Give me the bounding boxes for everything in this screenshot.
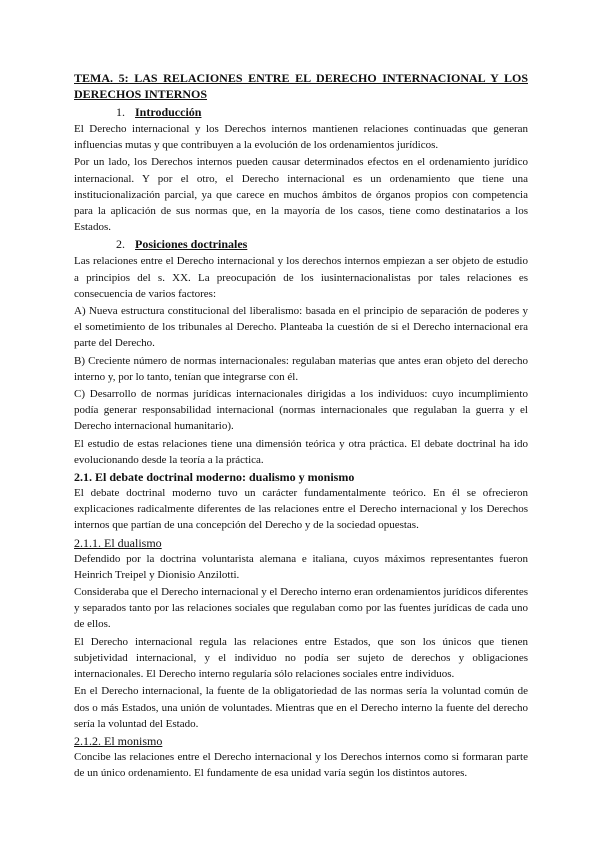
paragraph: A) Nueva estructura constitucional del liberalismo: basada en el principio de separación de poderes y el sometimiento de los tribunales al Derecho. Planteaba la cuestión de si el Derecho internacional era parte del Derecho.	[74, 305, 528, 350]
paragraph: Las relaciones entre el Derecho internacional y los derechos internos empiezan a ser objeto de estudio a principios del s. XX. La preocupación de los iusinternacionalistas por tales relaciones es consecuencia de varios factores:	[74, 255, 528, 300]
subsection-debate-heading: 2.1. El debate doctrinal moderno: dualismo y monismo	[74, 470, 355, 485]
document-title: TEMA. 5: LAS RELACIONES ENTRE EL DERECHO INTERNACIONAL Y LOS DERECHOS INTERNOS	[74, 71, 528, 101]
section-posiciones-heading	[74, 236, 528, 252]
section-number: 1.	[116, 105, 125, 119]
subsection-monismo-heading: 2.1.2. El monismo	[74, 733, 163, 748]
paragraph: Consideraba que el Derecho internacional y el Derecho interno eran ordenamientos jurídicos diferentes y separados tanto por las relaciones sociales que regulaban como por las fuentes jurídicas de cada uno de ellos.	[74, 586, 528, 631]
paragraph: El debate doctrinal moderno tuvo un carácter fundamentalmente teórico. En él se ofrecieron explicaciones radicalmente diferentes de las relaciones entre el Derecho internacional y los Derechos internos que partían de una concepción del Derecho y de la sociedad opuestas.	[74, 487, 528, 532]
section-label: Posiciones doctrinales	[135, 237, 248, 252]
paragraph: El estudio de estas relaciones tiene una dimensión teórica y otra práctica. El debate doctrinal ha ido evolucionando desde la teoría a la práctica.	[74, 437, 528, 466]
section-label: Introducción	[135, 105, 202, 119]
paragraph: Defendido por la doctrina voluntarista alemana e italiana, cuyos máximos representantes fueron Heinrich Treipel y Dionisio Anzilotti.	[74, 552, 528, 581]
paragraph: B) Creciente número de normas internacionales: regulaban materias que antes eran objeto del derecho interno y, por lo tanto, tenían que integrarse con él.	[74, 354, 528, 383]
paragraph: Concibe las relaciones entre el Derecho internacional y los Derechos internos como si formaran parte de un único ordenamiento. El fundamente de esa unidad varía según los distintos autores.	[74, 750, 528, 780]
paragraph: En el Derecho internacional, la fuente de la obligatoriedad de las normas sería la voluntad común de dos o más Estados, una unión de voluntades. Mientras que en el Derecho interno la fuente del derecho sería la voluntad del Estado.	[74, 685, 528, 730]
section-number: 2.	[116, 237, 125, 252]
paragraph: El Derecho internacional regula las relaciones entre Estados, que son los únicos que tienen subjetividad internacional, y el individuo no podía ser sujeto de derechos y obligaciones internacionales. El Derecho interno regularía sólo relaciones sociales entre individuos.	[74, 635, 528, 681]
subsection-dualismo-heading: 2.1.1. El dualismo	[74, 535, 162, 550]
section-introduccion-heading	[74, 104, 528, 120]
paragraph: El Derecho internacional y los Derechos internos mantienen relaciones continuadas que generan influencias mutas y que contribuyen a la evolución de los ordenamientos jurídicos.	[74, 123, 528, 152]
paragraph: Por un lado, los Derechos internos pueden causar determinados efectos en el ordenamiento jurídico internacional. Y por el otro, el Derecho internacional es un ordenamiento que tiene una institucionalización parcial, ya que carece en muchos ámbitos de órganos propios con competencia para la aplicación de sus normas que, en la mayoría de los casos, tiene como destinatarios a los Estados.	[74, 156, 528, 234]
paragraph: C) Desarrollo de normas jurídicas internacionales dirigidas a los individuos: cuyo incumplimiento podía generar responsabilidad internacional (normas internacionales que regulaban la guerra y el Derecho internacional humanitario).	[74, 388, 528, 433]
